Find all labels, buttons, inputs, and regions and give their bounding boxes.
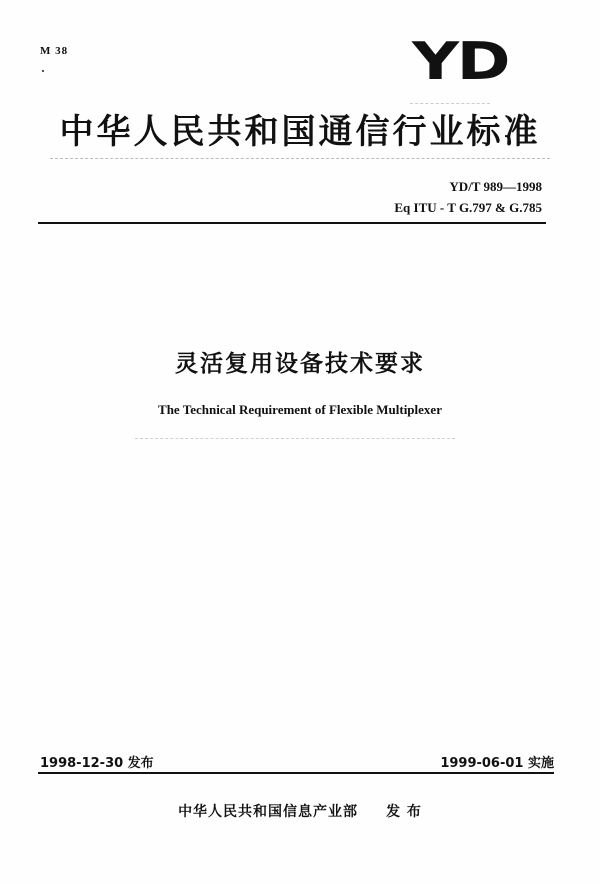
publisher-line xyxy=(0,801,600,821)
publisher-name: 中华人民共和国信息产业部 xyxy=(178,804,359,820)
decorative-dashed-line xyxy=(50,158,550,160)
decorative-dashed-line xyxy=(135,438,455,440)
standard-identifiers xyxy=(394,176,542,218)
industry-standard-header: 中华人民共和国通信行业标准 xyxy=(59,112,541,152)
equivalent-standard: Eq ITU - T G.797 & G.785 xyxy=(394,200,542,215)
classification-code: M 38 xyxy=(40,45,69,57)
footer-divider xyxy=(38,772,554,774)
document-title-en: The Technical Requirement of Flexible Multiplexer xyxy=(158,402,442,417)
scan-speck xyxy=(42,70,44,72)
standard-number: YD/T 989—1998 xyxy=(449,179,542,194)
decorative-dashed-line xyxy=(410,103,490,105)
publish-label: 发 布 xyxy=(386,804,422,820)
yd-logo: YD xyxy=(412,32,509,92)
document-title-cn: 灵活复用设备技术要求 xyxy=(175,351,425,377)
header-divider xyxy=(38,222,546,224)
implementation-date: 1999-06-01 实施 xyxy=(440,756,554,771)
issue-date: 1998-12-30 发布 xyxy=(40,756,154,771)
